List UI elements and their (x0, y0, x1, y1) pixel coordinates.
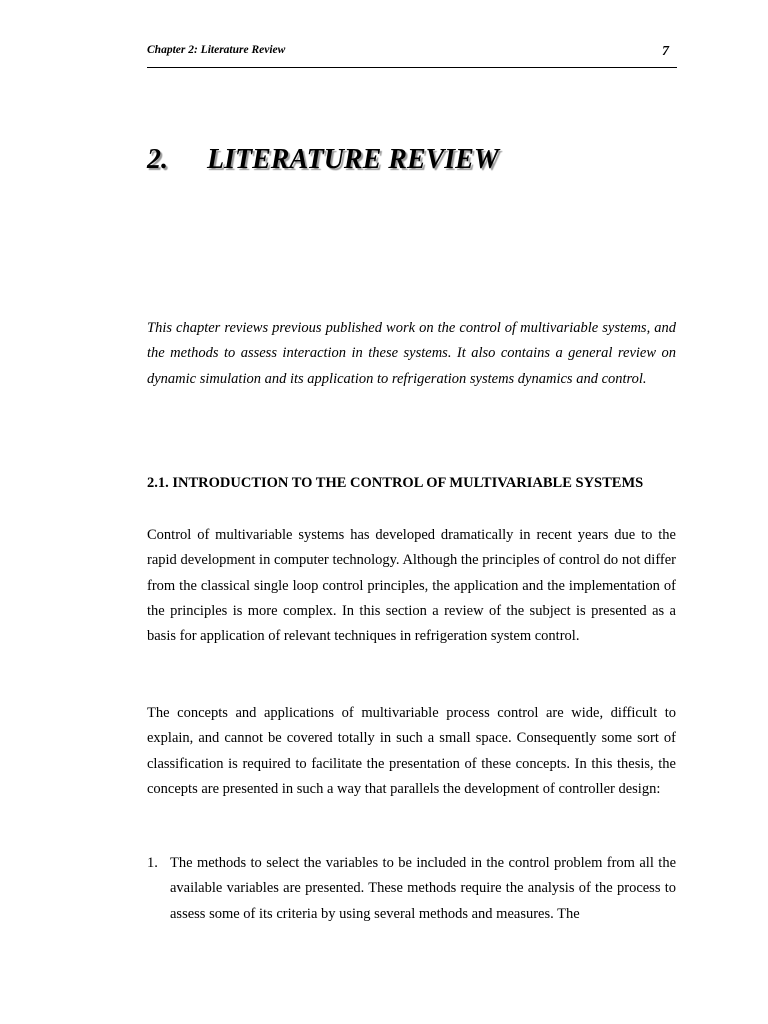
numbered-list (147, 851, 676, 927)
chapter-heading (147, 144, 499, 176)
section-heading: 2.1. INTRODUCTION TO THE CONTROL OF MULTIVARIABLE SYSTEMS (147, 475, 644, 491)
header-rule (147, 67, 677, 68)
chapter-title: LITERATURE REVIEW (207, 144, 499, 175)
list-item-text: The methods to select the variables to be included in the control problem from all the available variables are presented. These methods require the analysis of the process to assess some of its criteria by using several methods and measures. The (170, 855, 676, 922)
list-item (147, 851, 676, 927)
intro-paragraph: This chapter reviews previous published work on the control of multivariable systems, and the methods to assess interaction in these systems. It also contains a general review on dynamic simulation and its application to refrigeration systems dynamics and control. (147, 320, 676, 387)
chapter-number: 2. (147, 144, 168, 175)
list-item-marker: 1. (147, 855, 158, 871)
body-paragraph: The concepts and applications of multivariable process control are wide, difficult to explain, and cannot be covered totally in such a small space. Consequently some sort of classification is required to facilitate the presentation of these concepts. In this thesis, the concepts are presented in such a way that parallels the development of controller design: (147, 705, 676, 797)
running-header (147, 42, 677, 62)
running-header-title: Chapter 2: Literature Review (147, 44, 286, 56)
page-number: 7 (662, 44, 669, 59)
body-paragraph: Control of multivariable systems has developed dramatically in recent years due to the rapid development in computer technology. Although the principles of control do not differ from the classical single loop control principles, the application and the implementation of the principles is more complex. In this section a review of the subject is presented as a basis for application of relevant techniques in refrigeration system control. (147, 527, 676, 645)
